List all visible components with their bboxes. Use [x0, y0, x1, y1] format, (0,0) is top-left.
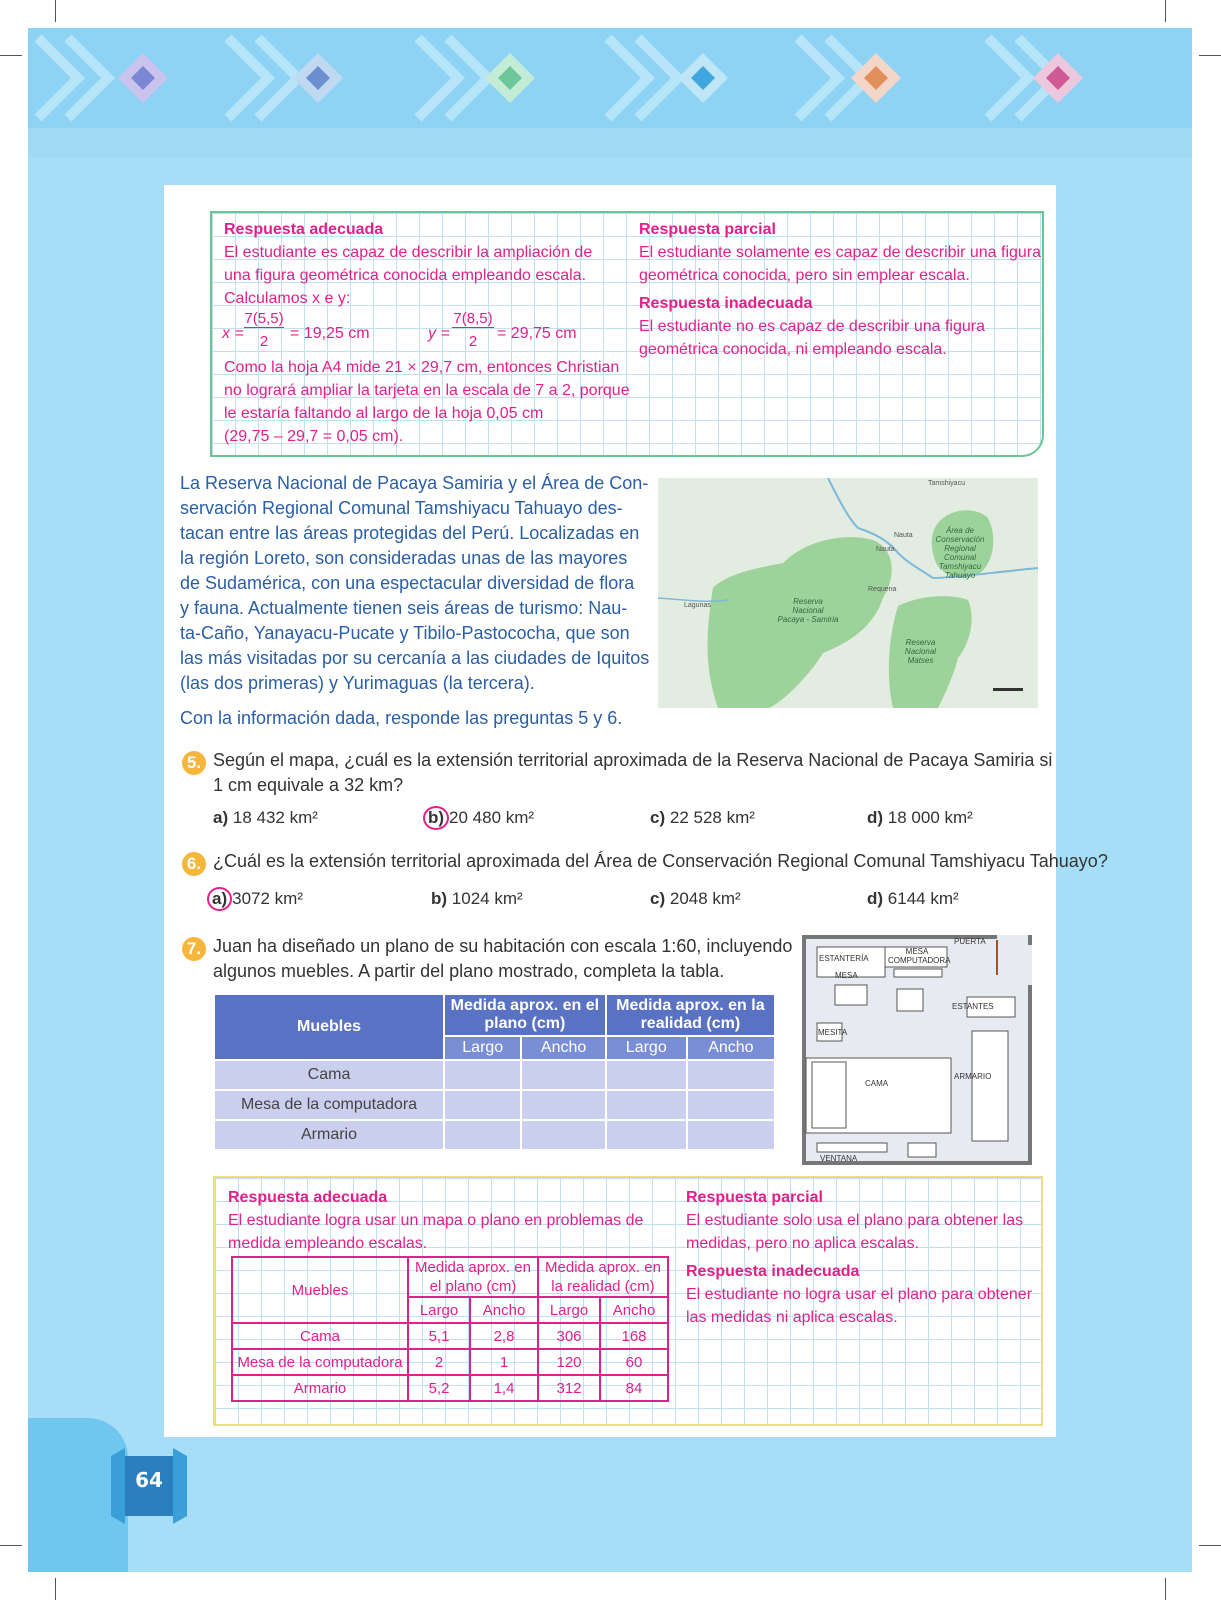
ans-col-largo: Largo	[538, 1297, 600, 1323]
ans-cell: 2	[408, 1349, 470, 1375]
answer-cell[interactable]	[521, 1060, 605, 1090]
calc-x-numerator: 7(5,5)	[244, 310, 284, 327]
protected-areas-map	[658, 478, 1038, 708]
question-7-text: Juan ha diseñado un plano de su habitación con escala 1:60, incluyendo	[213, 936, 793, 956]
q5-option-b[interactable]: b) 20 480 km²	[423, 806, 534, 830]
calc-x-denominator: 2	[259, 333, 269, 350]
row-label: Cama	[214, 1060, 444, 1090]
crop-mark	[1199, 55, 1221, 56]
map-label-pacaya: Reserva Nacional Pacaya - Samiria	[777, 597, 839, 624]
plan-label-cama: CAMA	[865, 1079, 889, 1088]
furniture-table	[213, 993, 776, 1151]
ans-cell: 1	[470, 1349, 538, 1375]
map-town: Nauta	[876, 546, 895, 553]
answer-cell[interactable]	[444, 1060, 521, 1090]
col-plano: Medida aprox. en el plano (cm)	[444, 994, 606, 1036]
plan-label-mesita: MESITA	[818, 1028, 848, 1037]
intro-line: La Reserva Nacional de Pacaya Samiria y el Área de Con-	[180, 473, 649, 493]
question-5-text: 1 cm equivale a 32 km?	[213, 775, 404, 795]
plan-label-mesa: MESA	[835, 971, 858, 980]
table-row	[232, 1349, 668, 1375]
answer1-partial-title: Respuesta parcial	[639, 221, 776, 238]
crop-mark	[0, 1545, 22, 1546]
q6-option-c[interactable]: c) 2048 km²	[650, 889, 741, 908]
map-scale-bar	[993, 688, 1023, 691]
answer2-adequate-line: medida empleando escalas.	[228, 1235, 428, 1252]
intro-line: tacan entre las áreas protegidas del Perú. Localizadas en	[180, 523, 640, 543]
ans-cell: 5,1	[408, 1323, 470, 1349]
instruction-text: Con la información dada, responde las preguntas 5 y 6.	[180, 708, 623, 728]
calc-x-result: = 19,25 cm	[290, 325, 370, 342]
answer-cell[interactable]	[606, 1090, 687, 1120]
ans-col-realidad: Medida aprox. en la realidad (cm)	[538, 1257, 668, 1297]
col-muebles: Muebles	[214, 994, 444, 1060]
answer1-inadequate-line: El estudiante no es capaz de describir una figura	[639, 318, 985, 335]
answer2-partial-line: medidas, pero no aplica escalas.	[686, 1235, 920, 1252]
answer-cell[interactable]	[444, 1090, 521, 1120]
answer2-inadequate-title: Respuesta inadecuada	[686, 1263, 860, 1280]
ans-cell: 306	[538, 1323, 600, 1349]
calc-y-numerator: 7(8,5)	[453, 310, 493, 327]
answer1-conclusion-line: Como la hoja A4 mide 21 × 29,7 cm, entonces Christian	[224, 359, 620, 376]
crop-mark	[1199, 1545, 1221, 1546]
col-ancho: Ancho	[521, 1036, 605, 1060]
q6-option-d[interactable]: d) 6144 km²	[867, 889, 959, 908]
ans-cell: 120	[538, 1349, 600, 1375]
intro-line: (las dos primeras) y Yurimaguas (la tercera).	[180, 673, 535, 693]
floor-plan-graphic	[802, 935, 1032, 1165]
answer1-adequate-line: Calculamos x e y:	[224, 290, 351, 307]
answer2-partial-title: Respuesta parcial	[686, 1189, 823, 1206]
q5-option-c[interactable]: c) 22 528 km²	[650, 808, 755, 827]
map-town: Nauta	[894, 532, 913, 539]
ans-cell: 312	[538, 1375, 600, 1401]
row-label: Mesa de la computadora	[214, 1090, 444, 1120]
plan-label-armario: ARMARIO	[954, 1072, 992, 1081]
answer1-inadequate-title: Respuesta inadecuada	[639, 295, 813, 312]
answer1-conclusion-line: le estaría faltando al largo de la hoja 0,05 cm	[224, 405, 544, 422]
q6-option-a[interactable]: a) 3072 km²	[207, 887, 303, 911]
answer1-partial-line: geométrica conocida, pero sin emplear escala.	[639, 267, 970, 284]
ans-cell: 1,4	[470, 1375, 538, 1401]
map-town: Requena	[868, 586, 897, 593]
map-label-matses: Reserva Nacional Matses	[904, 638, 937, 665]
question-7-text: algunos muebles. A partir del plano mostrado, completa la tabla.	[213, 961, 725, 981]
calc-y-result: = 29,75 cm	[497, 325, 577, 342]
ans-col-ancho: Ancho	[600, 1297, 668, 1323]
question-6-number: 6.	[182, 852, 206, 876]
question-7-number: 7.	[182, 937, 206, 961]
answer-cell[interactable]	[687, 1090, 775, 1120]
q6-option-b[interactable]: b) 1024 km²	[431, 889, 523, 908]
answer1-adequate-title: Respuesta adecuada	[224, 221, 384, 238]
crop-mark	[1165, 1578, 1166, 1600]
ans-cell: 168	[600, 1323, 668, 1349]
answer1-adequate-line: una figura geométrica conocida empleando escala.	[224, 267, 587, 284]
calc-y-denominator: 2	[468, 333, 478, 350]
ans-col-muebles: Muebles	[232, 1257, 408, 1323]
answer2-partial-line: El estudiante solo usa el plano para obtener las	[686, 1212, 1024, 1229]
ans-col-plano: Medida aprox. en el plano (cm)	[408, 1257, 538, 1297]
plan-label-mesa-computadora: MESA COMPUTADORA	[888, 947, 951, 965]
ans-col-ancho: Ancho	[470, 1297, 538, 1323]
crop-mark	[55, 0, 56, 22]
row-label: Armario	[214, 1120, 444, 1150]
answer-cell[interactable]	[687, 1120, 775, 1150]
table-row	[232, 1375, 668, 1401]
col-largo: Largo	[606, 1036, 687, 1060]
q5-option-d[interactable]: d) 18 000 km²	[867, 808, 973, 827]
answer2-inadequate-line: El estudiante no logra usar el plano para obtener	[686, 1286, 1033, 1303]
intro-line: y fauna. Actualmente tienen seis áreas de turismo: Nau-	[180, 598, 628, 618]
plan-label-estanteria: ESTANTERÍA	[819, 954, 869, 963]
col-realidad: Medida aprox. en la realidad (cm)	[606, 994, 775, 1036]
question-6-text: ¿Cuál es la extensión territorial aproximada del Área de Conservación Regional Comunal Tamshiyacu Tahuayo?	[213, 851, 1108, 871]
ans-cell: 5,2	[408, 1375, 470, 1401]
ans-row-label: Mesa de la computadora	[232, 1349, 408, 1375]
answer2-adequate-line: El estudiante logra usar un mapa o plano en problemas de	[228, 1212, 644, 1229]
answer-cell[interactable]	[687, 1060, 775, 1090]
answer-cell[interactable]	[606, 1060, 687, 1090]
answer-cell[interactable]	[521, 1120, 605, 1150]
intro-line: servación Regional Comunal Tamshiyacu Tahuayo des-	[180, 498, 623, 518]
intro-line: ta-Caño, Yanayacu-Pucate y Tibilo-Pastococha, que son	[180, 623, 630, 643]
ans-row-label: Armario	[232, 1375, 408, 1401]
crop-mark	[0, 55, 22, 56]
col-ancho: Ancho	[687, 1036, 775, 1060]
table-row	[214, 1120, 775, 1150]
plan-label-estantes: ESTANTES	[952, 1002, 994, 1011]
ans-cell: 84	[600, 1375, 668, 1401]
decorative-banner	[28, 28, 1192, 158]
ans-col-largo: Largo	[408, 1297, 470, 1323]
answer-cell[interactable]	[444, 1120, 521, 1150]
answer1-adequate-line: El estudiante es capaz de describir la ampliación de	[224, 244, 593, 261]
table-row	[232, 1323, 668, 1349]
intro-line: la región Loreto, son consideradas unas de las mayores	[180, 548, 628, 568]
map-graphic	[658, 478, 1038, 708]
map-town: Tamshiyacu	[928, 480, 965, 487]
table-row	[214, 1090, 775, 1120]
answer2-inadequate-line: las medidas ni aplica escalas.	[686, 1309, 898, 1326]
calc-x-prefix: x =	[222, 325, 244, 342]
q5-option-a[interactable]: a) 18 432 km²	[213, 808, 318, 827]
intro-line: las más visitadas por su cercanía a las ciudades de Iquitos	[180, 648, 650, 668]
table-row	[214, 1060, 775, 1090]
map-town: Lagunas	[684, 602, 711, 609]
answer1-partial-line: El estudiante solamente es capaz de describir una figura	[639, 244, 1042, 261]
plan-label-puerta: PUERTA	[954, 937, 986, 946]
answer2-adequate-title: Respuesta adecuada	[228, 1189, 388, 1206]
room-floor-plan	[802, 935, 1032, 1165]
col-largo: Largo	[444, 1036, 521, 1060]
ans-row-label: Cama	[232, 1323, 408, 1349]
question-5-text: Según el mapa, ¿cuál es la extensión territorial aproximada de la Reserva Nacional de Pacaya Samiria si	[213, 750, 1053, 770]
map-label-tamshiyacu: Área de Conservación Regional Comunal Tamshiyacu Tahuayo	[935, 526, 985, 580]
calc-y-prefix: y =	[428, 325, 450, 342]
answer1-inadequate-line: geométrica conocida, ni empleando escala.	[639, 341, 947, 358]
ans-cell: 60	[600, 1349, 668, 1375]
plan-label-ventana: VENTANA	[820, 1154, 858, 1163]
answer1-conclusion-line: (29,75 – 29,7 = 0,05 cm).	[224, 428, 404, 445]
answer-cell[interactable]	[606, 1120, 687, 1150]
ans-cell: 2,8	[470, 1323, 538, 1349]
crop-mark	[1165, 0, 1166, 22]
intro-line: de Sudamérica, con una espectacular diversidad de flora	[180, 573, 635, 593]
page-number: 64	[135, 1468, 163, 1492]
question-5-number: 5.	[182, 751, 206, 775]
answer1-conclusion-line: no logrará ampliar la tarjeta en la escala de 7 a 2, porque	[224, 382, 630, 399]
crop-mark	[55, 1578, 56, 1600]
answer-cell[interactable]	[521, 1090, 605, 1120]
answer-table	[231, 1256, 669, 1402]
